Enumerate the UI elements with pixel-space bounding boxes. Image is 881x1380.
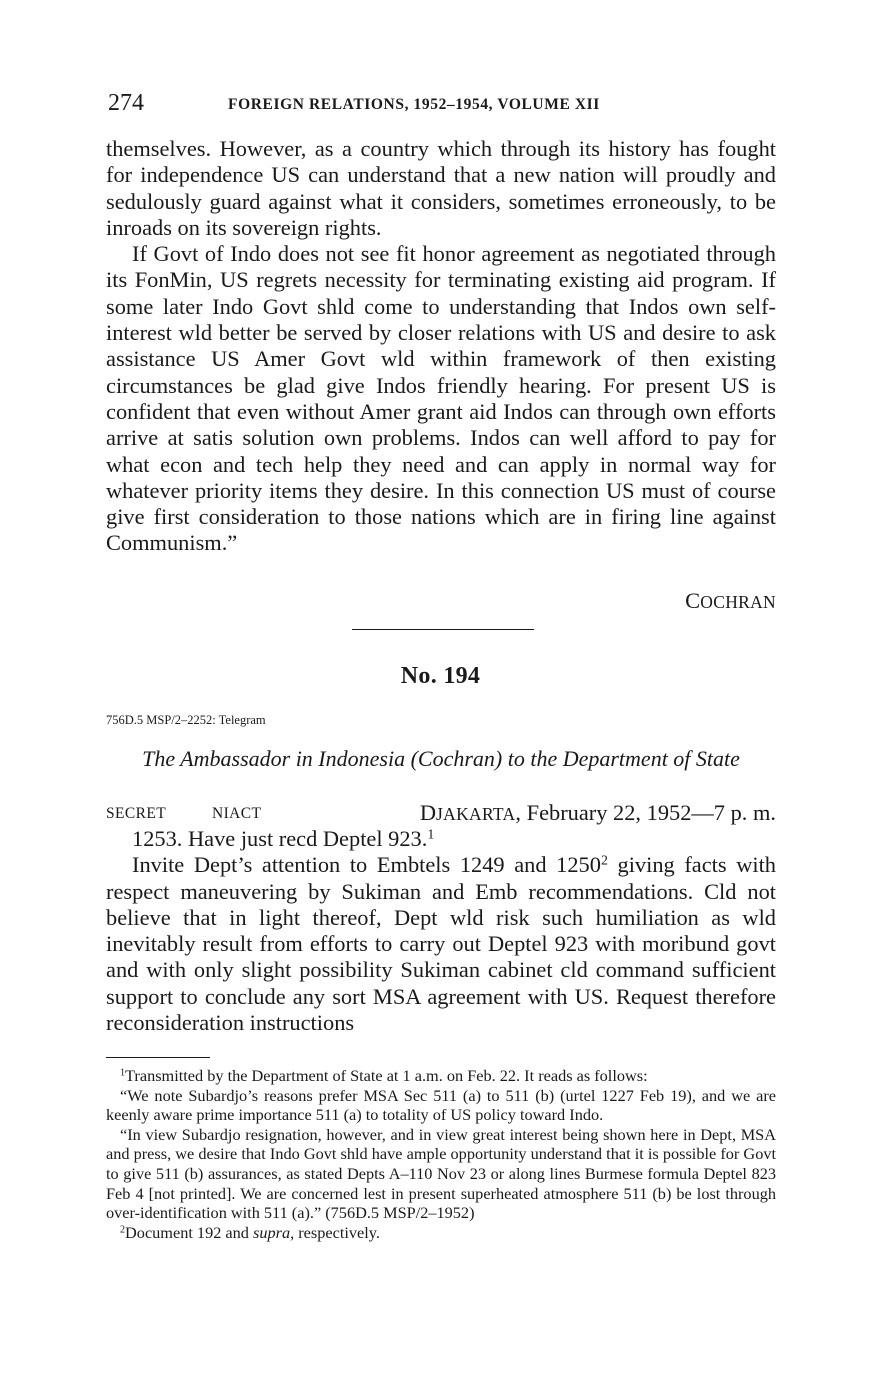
section-separator [352, 629, 534, 630]
footnote-text: , respectively. [290, 1222, 380, 1242]
continued-text [106, 136, 776, 557]
footnote-text: Transmitted by the Department of State at 1 a.m. on Feb. 22. It reads as follows: [125, 1066, 648, 1085]
date: , February 22, 1952—7 p. m. [515, 800, 776, 825]
document-title: The Ambassador in Indonesia (Cochran) to the Department of State [142, 746, 740, 771]
footnote-text: Document 192 and [125, 1222, 254, 1242]
footnote-marker: 2 [120, 1224, 126, 1236]
signature-initial: C [685, 588, 701, 613]
signature-rest: OCHRAN [700, 592, 776, 612]
body-paragraph [106, 852, 776, 1036]
footnote [106, 1223, 776, 1243]
place-initial: D [419, 800, 437, 825]
paragraph-text: Invite Dept’s attention to Embtels 1249 and 1250 [132, 852, 601, 878]
place-rest: JAKARTA [436, 804, 516, 824]
paragraph-text: giving facts with respect maneuvering by Sukiman and Emb recommendations. Cld not believe that in light thereof, Dept wld risk such humiliation as wld inevitably result from efforts to carry out Deptel 923 with moribund govt and with only slight possibility Sukiman cabinet cld command sufficient support to conclude any sort MSA agreement with US. Request therefore reconsideration instructions [106, 852, 776, 1036]
place-date [420, 800, 776, 826]
page-number: 274 [108, 90, 144, 116]
body-paragraph [106, 826, 776, 852]
body-paragraph: If Govt of Indo does not see fit honor agreement as negotiated through its FonMin, US regrets necessity for terminating existing aid program. If some later Indo Govt shld come to understanding that Indos own self-interest wld better be served by closer relations with US and desire to ask assistance US Amer Govt wld within framework of then existing circumstances be glad give Indos friendly hearing. For present US is confident that even without Amer grant aid Indos can through own efforts arrive at satis solution own problems. Indos can well afford to pay for what econ and tech help they need and can apply in normal way for whatever priority items they desire. In this connection US must of course give first consideration to those nations which are in firing line against Communism.” [106, 241, 776, 556]
footnote-rule [106, 1057, 210, 1058]
document-number: No. 194 [400, 663, 481, 689]
page-header [108, 90, 778, 120]
body-paragraph: themselves. However, as a country which through its history has fought for independence US can understand that a new nation will proudly and sedulously guard against what it considers, sometimes erroneously, to be inroads on its sovereign rights. [106, 136, 776, 240]
footnotes [106, 1066, 776, 1242]
precedence: NIACT [212, 805, 262, 822]
footnote-ref: 2 [600, 853, 608, 869]
signature [685, 588, 776, 614]
footnote-paragraph: “In view Subardjo resignation, however, and in view great interest being shown here in Dept, MSA and press, we desire that Indo Govt shld have ample opportunity understand that it is possible for Govt to give 511 (b) assurances, as stated Depts A–110 Nov 23 or along lines Burmese formula Deptel 823 Feb 4 [not printed]. We are concerned lest in present superheated atmosphere 511 (b) be lost through over-identification with 511 (a).” (756D.5 MSP/2–1952) [106, 1124, 776, 1223]
footnote-ref: 1 [427, 827, 435, 843]
classification: SECRET [106, 805, 167, 822]
footnote [106, 1066, 776, 1086]
footnote-paragraph: “We note Subardjo’s reasons prefer MSA Sec 511 (a) to 511 (b) (urtel 1227 Feb 19), and we are keenly aware prime importance 511 (a) to totality of US policy toward Indo. [106, 1085, 776, 1125]
telegram-text [106, 826, 776, 1036]
footnote-marker: 1 [120, 1067, 126, 1079]
dateline [106, 800, 776, 828]
file-reference: 756D.5 MSP/2–2252: Telegram [106, 713, 266, 727]
footnote-italic: supra [253, 1222, 291, 1242]
paragraph-text: 1253. Have just recd Deptel 923. [132, 826, 428, 851]
running-title: FOREIGN RELATIONS, 1952–1954, VOLUME XII [228, 96, 600, 113]
